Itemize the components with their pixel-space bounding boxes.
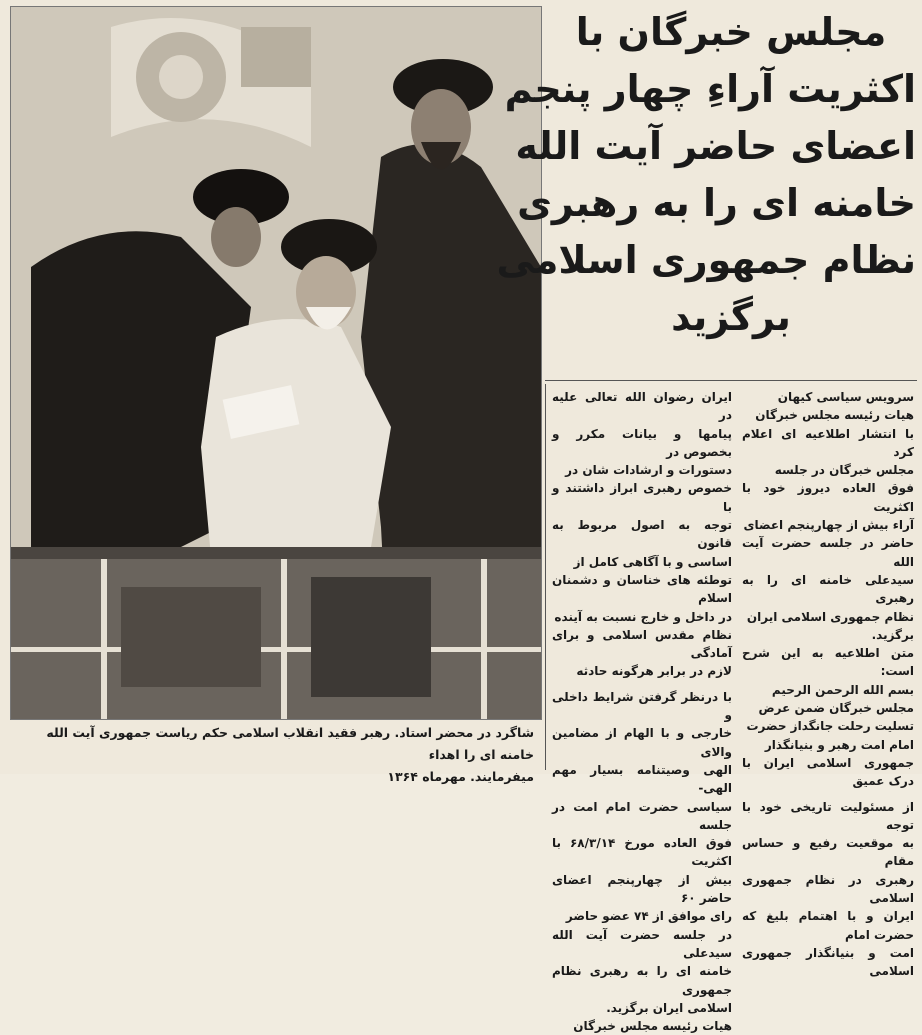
article-line: توجه به اصول مربوط به قانون	[552, 518, 732, 551]
article-line: دستورات و ارشادات شان در	[565, 463, 732, 478]
paragraph-gap	[742, 791, 914, 798]
article-line: ایران رضوان الله تعالی علیه در	[552, 390, 732, 423]
article-line: نظام مقدس اسلامی و برای آمادگی	[552, 627, 732, 661]
divider-horizontal	[545, 380, 917, 381]
article-line: اساسی و با آگاهی کامل از	[573, 554, 732, 569]
article-line: برگزید.	[871, 627, 914, 642]
news-photo	[10, 6, 542, 720]
article-line: هیات رئیسه مجلس خبرگان	[573, 1019, 732, 1034]
article-line: بسم الله الرحمن الرحیم	[771, 682, 914, 697]
article-line: سیدعلی خامنه ای را به رهبری	[742, 572, 914, 606]
article-line: مجلس خبرگان ضمن عرض	[758, 701, 914, 716]
article-line: سرویس سیاسی کیهان	[777, 390, 914, 404]
article-line: امام امت رهبر و بنیانگذار	[764, 737, 914, 752]
article-line: تسلیت رحلت جانگداز حضرت	[746, 719, 914, 734]
article-line: فوق العاده دیروز خود با اکثریت	[742, 481, 914, 514]
article-line: ایران و با اهتمام بلیغ که حضرت امام	[742, 909, 914, 942]
photo-caption	[10, 718, 540, 784]
article-line: با درنظر گرفتن شرایط داخلی و	[552, 689, 732, 723]
article-line: در داخل و خارج نسبت به آینده	[554, 609, 732, 624]
article-line: الهی وصیتنامه بسیار مهم الهی-	[552, 762, 732, 796]
article-line: خصوص رهبری ابراز داشتند و با	[552, 481, 732, 514]
article-line: مجلس خبرگان در جلسه	[774, 463, 914, 478]
article-line: پیامها و بیانات مکرر و بخصوص در	[552, 426, 732, 459]
article-line: توطئه های خناسان و دشمنان اسلام	[552, 572, 732, 606]
headline	[496, 4, 916, 376]
article-line: نظام جمهوری اسلامی ایران	[746, 609, 914, 624]
headline-line: اکثریت آراءِ چهار پنجم	[504, 67, 916, 111]
article-column-left	[552, 388, 732, 1035]
article-line: سیاسی حضرت امام امت در جلسه	[552, 799, 732, 832]
article-line: هیات رئیسه مجلس خبرگان	[755, 408, 914, 423]
article-line: با انتشار اطلاعیه ای اعلام کرد	[742, 426, 914, 459]
article-line: بیش از چهارپنجم اعضای حاضر ۶۰	[552, 872, 732, 906]
headline-line: نظام جمهوری اسلامی	[496, 238, 916, 282]
article-line: به موقعیت رفیع و حساس مقام	[742, 836, 914, 869]
article-line: متن اطلاعیه به این شرح است:	[742, 646, 914, 679]
caption-line-2: میفرمایند. مهرماه ۱۳۶۴	[387, 769, 534, 784]
divider-vertical	[545, 384, 546, 770]
article-line: خارجی و با الهام از مضامین والای	[552, 726, 732, 759]
article-line: لازم در برابر هرگونه حادثه	[576, 664, 732, 679]
article-line: حاضر در جلسه حضرت آیت الله	[742, 536, 914, 569]
photo-illustration	[11, 7, 541, 719]
article-line: در جلسه حضرت آیت الله سیدعلی	[552, 927, 732, 960]
headline-line: خامنه ای را به رهبری	[517, 181, 916, 225]
article-line: از مسئولیت تاریخی خود با توجه	[742, 799, 914, 832]
article-column-right	[742, 388, 914, 981]
article-line: آراء بیش از چهارپنجم اعضای	[743, 518, 914, 533]
article-line: امت و بنیانگذار جمهوری اسلامی	[742, 945, 914, 979]
article-line: اسلامی ایران برگزید.	[606, 1000, 732, 1015]
caption-line-1: شاگرد در محضر استاد. رهبر فقید انقلاب اسلامی حکم ریاست جمهوری آیت الله خامنه ای را اهداء	[46, 725, 534, 762]
article-line: رای موافق از ۷۴ عضو حاضر	[565, 909, 732, 924]
headline-line: برگزید	[671, 295, 791, 339]
article-line: خامنه ای را به رهبری نظام جمهوری	[552, 964, 732, 997]
headline-line: مجلس خبرگان با	[575, 10, 887, 54]
headline-line: اعضای حاضر آیت الله	[515, 124, 916, 168]
article-line: رهبری در نظام جمهوری اسلامی	[742, 872, 914, 906]
paragraph-gap	[552, 681, 732, 688]
article-line: جمهوری اسلامی ایران با درک عمیق	[742, 755, 914, 789]
article-line: فوق العاده مورخ ۶۸/۳/۱۴ با اکثریت	[552, 836, 732, 869]
